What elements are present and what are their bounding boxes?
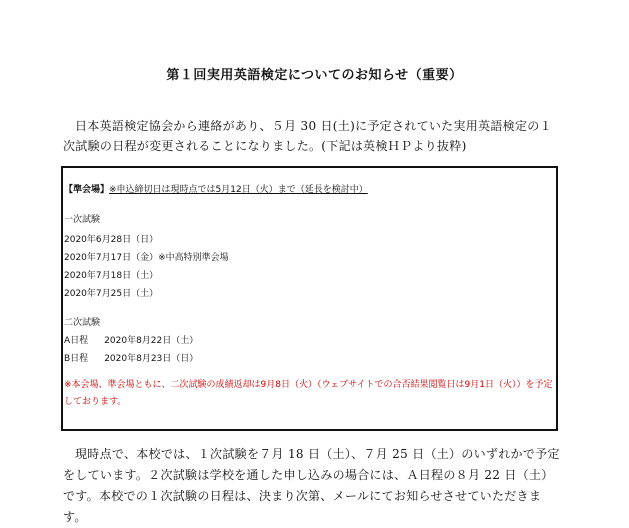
first-exam-date: 2020年7月25日（土） — [64, 289, 159, 299]
venue-line — [64, 182, 368, 198]
schedule-date: 2020年8月23日（日） — [104, 354, 199, 364]
intro-paragraph — [63, 116, 563, 156]
closing-paragraph-text: 現時点で、本校では、１次試験を７月 18 日（土）、７月 25 日（土）のいずれかで予定をしています。２次試験は学校を通した申し込みの場合には、Ａ日程の８月 22 日（土）です。本校での１次試験の日程は、決まり次第、メールにてお知らせさせていただきます。 — [63, 447, 560, 524]
page-title: 第１回実用英語検定についてのお知らせ（重要） — [166, 68, 463, 83]
schedule-label: B日程 — [64, 354, 89, 364]
second-exam-heading: 二次試験 — [64, 318, 101, 328]
closing-paragraph — [63, 444, 563, 528]
first-exam-heading: 一次試験 — [64, 215, 101, 225]
venue-note: ※申込締切日は現時点では5月12日（火）まで（延長を検討中） — [109, 185, 368, 195]
first-exam-date: 2020年7月17日（金）※中高特別準会場 — [64, 253, 229, 263]
venue-label: 【準会場】 — [64, 185, 110, 195]
first-exam-date: 2020年7月18日（土） — [64, 271, 159, 281]
notice-box — [61, 166, 558, 431]
results-note: ※本会場、準会場ともに、二次試験の成績返却は9月8日（火）（ウェブサイトでの合否結果閲覧日は9月1日（火））を予定しております。 — [64, 380, 553, 407]
intro-paragraph-text: 日本英語検定協会から連絡があり、５月 30 日(土)に予定されていた実用英語検定の１次試験の日程が変更されることになりました。(下記は英検ＨＰより抜粋) — [63, 119, 552, 153]
schedule-date: 2020年8月22日（土） — [104, 336, 199, 346]
second-exam-schedule — [64, 333, 198, 349]
first-exam-date: 2020年6月28日（日） — [64, 235, 159, 245]
second-exam-schedule — [64, 351, 198, 367]
schedule-label: A日程 — [64, 336, 89, 346]
